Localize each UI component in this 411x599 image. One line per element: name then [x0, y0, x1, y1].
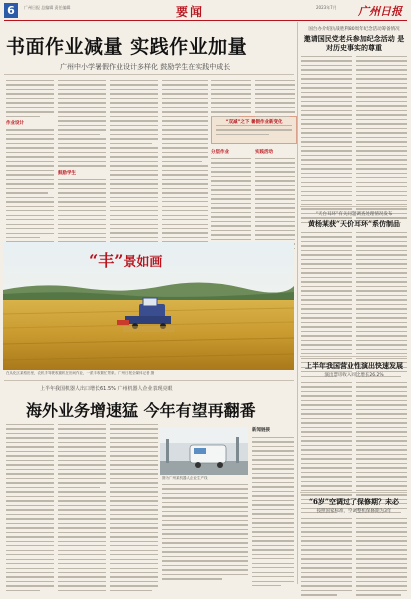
main-subhead-1: 作业设计 — [6, 121, 24, 127]
trade-story-kicker: 上半年我国机器人出口增长61.5% 广州机器人企业表现亮眼 — [40, 386, 173, 392]
divider — [300, 206, 407, 207]
right-story-1-kicker: 国台办介绍抗战胜利80周年纪念活动筹备情况 — [308, 27, 400, 32]
right-story-3-subtitle: 演出票房收入同比增长26.2% — [324, 373, 384, 378]
right-story-2-subtitle: 黄杨某获“天价耳环”系仿制品 — [307, 219, 401, 228]
masthead — [4, 3, 407, 21]
main-story-column-5 — [211, 146, 251, 257]
photo-title — [89, 248, 162, 271]
robot-photo-caption: 图为广州某机器人企业生产线 — [162, 476, 208, 480]
robot-factory-photo — [160, 427, 248, 475]
right-story-1-title: 邀请国民党老兵参加纪念活动 是对历史事实的尊重 — [303, 34, 405, 52]
divider — [4, 74, 294, 75]
divider — [300, 356, 407, 357]
right-story-3 — [301, 361, 407, 517]
masthead-date: 2023年7月 — [316, 5, 337, 10]
main-story-column-6 — [255, 146, 295, 257]
divider — [4, 380, 294, 381]
column-divider — [297, 22, 298, 584]
harvest-photo-caption: 在从化区某稻田里，农机手驾驶收割机在田间作业，一派丰收繁忙景象。广州日报全媒体记者 摄 — [6, 371, 155, 375]
sidebar-box-title: “双减”之下 暑假作业新变化 — [225, 120, 283, 125]
photo-title-char: “丰” — [89, 251, 124, 270]
trade-sidebar-title: 新闻链接 — [252, 428, 270, 433]
right-story-4 — [301, 497, 407, 599]
main-story-column-3 — [110, 80, 158, 259]
section-title: 要闻 — [176, 5, 205, 19]
main-story-column-6-top — [255, 80, 295, 120]
main-story-column-2 — [58, 80, 106, 268]
right-story-4-subtitle: 按照国家标准，空调整机保修期为3年 — [316, 509, 392, 514]
right-story-2-title: “天台耳环”有关问题调查处理情况发布 — [315, 212, 393, 217]
right-story-3-title: 上半年我国营业性演出快速发展 — [305, 361, 403, 370]
main-headline: 书面作业减量 实践作业加量 — [6, 36, 248, 58]
main-subhead-2: 鼓励学生 — [58, 170, 76, 176]
divider — [300, 492, 407, 493]
trade-story-column-2 — [58, 424, 106, 594]
main-subhead-4: 实践活动 — [255, 150, 273, 155]
right-story-2 — [301, 211, 407, 380]
newspaper-logo: 广州日报 — [358, 5, 402, 18]
robot-photo-illustration — [160, 427, 248, 475]
trade-story-column-1 — [6, 424, 54, 594]
harvest-photo — [3, 242, 294, 370]
main-subhead-3: 分层作业 — [211, 150, 229, 155]
trade-story-column-4 — [162, 484, 248, 583]
masthead-meta: 广州日报 总编辑 责任编辑 — [24, 5, 71, 10]
right-story-1 — [301, 26, 407, 226]
right-story-4-title: “6岁”空调过了保修期？未必 — [309, 497, 399, 506]
trade-story-column-3 — [110, 424, 158, 594]
trade-story-headline: 海外业务增速猛 今年有望再翻番 — [26, 401, 256, 420]
page-number: 6 — [4, 3, 18, 18]
main-subheadline: 广州中小学暑假作业设计多样化 鼓励学生在实践中成长 — [60, 63, 231, 71]
main-story-column-5-top — [211, 80, 251, 120]
trade-story-sidebar — [252, 427, 294, 567]
main-story-column-1 — [6, 80, 54, 264]
photo-title-rest: 景如画 — [123, 255, 163, 270]
main-story-column-4 — [162, 80, 208, 259]
